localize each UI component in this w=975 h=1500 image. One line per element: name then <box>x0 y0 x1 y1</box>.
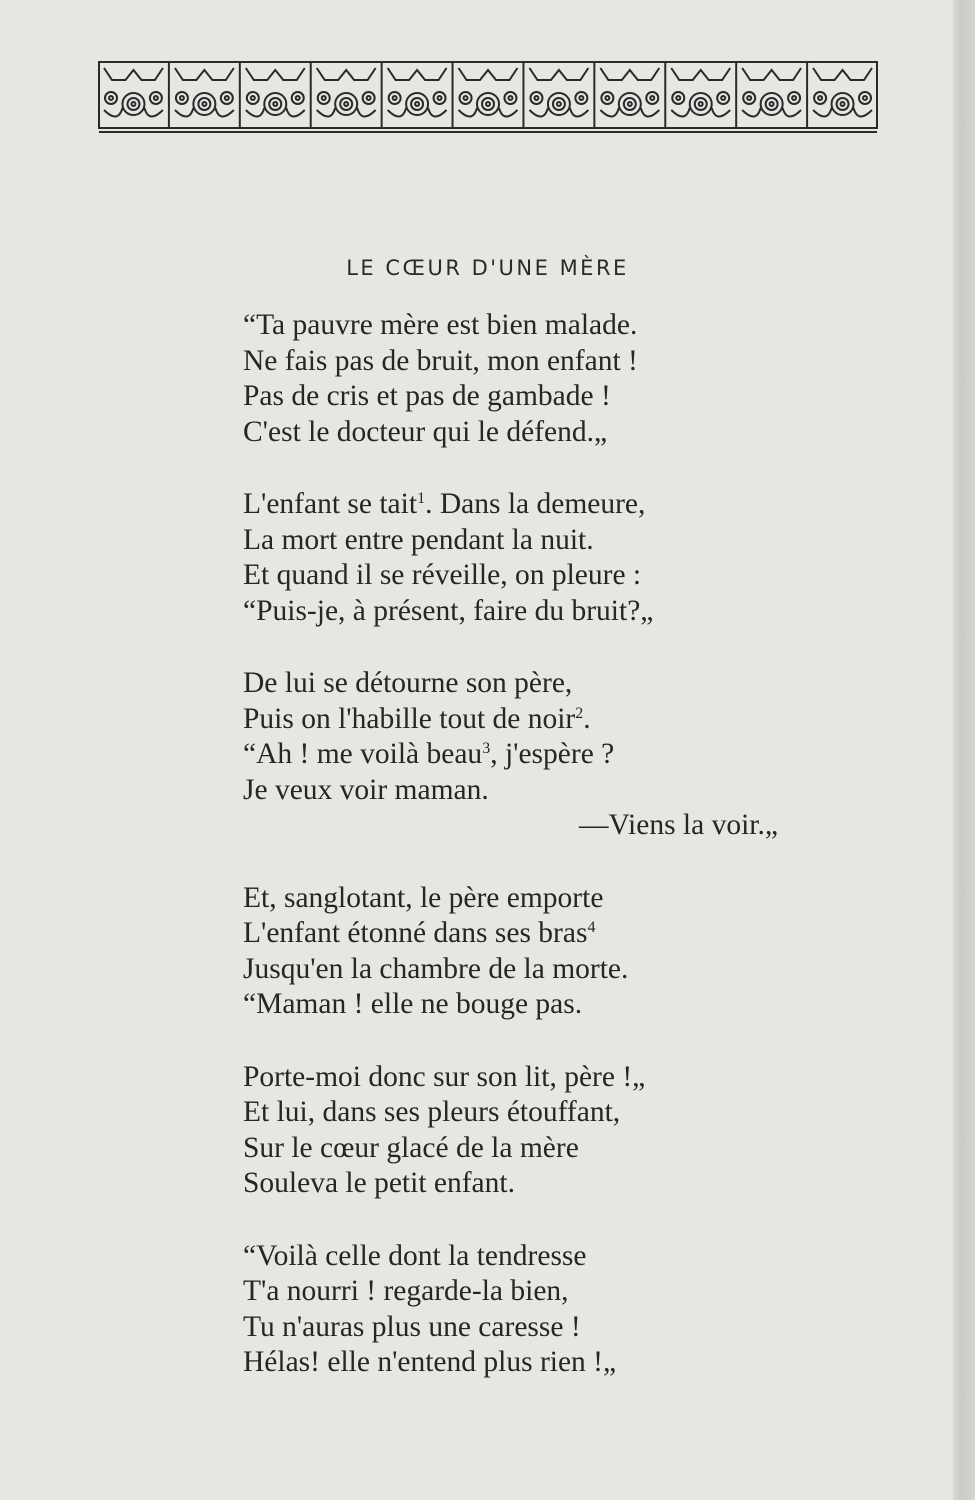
verse-line <box>243 737 863 773</box>
verse-line: La mort entre pendant la nuit. <box>243 523 594 556</box>
stanza-5 <box>243 1060 863 1202</box>
verse-text: , j'espère ? <box>490 738 615 770</box>
footnote-marker: 4 <box>587 919 596 936</box>
footnote-marker: 3 <box>482 740 491 757</box>
stanza-3 <box>243 666 863 844</box>
verse-line: T'a nourri ! regarde-la bien, <box>243 1275 569 1307</box>
stanza-2 <box>243 487 863 629</box>
poem-body <box>243 308 863 1418</box>
verse-line <box>243 702 863 738</box>
verse-line: Souleva le petit enfant. <box>243 1167 515 1199</box>
stanza-1 <box>243 308 863 450</box>
verse-line: “Voilà celle dont la tendresse <box>243 1239 587 1272</box>
verse-line: Pas de cris et pas de gambade ! <box>243 380 611 412</box>
stanza-4 <box>243 881 863 1023</box>
verse-line: “Maman ! elle ne bouge pas. <box>243 988 583 1020</box>
verse-text: . Dans la demeure, <box>425 488 646 520</box>
verse-line <box>243 916 863 952</box>
footnote-marker: 2 <box>575 704 584 722</box>
verse-line: Tu n'auras plus une caresse ! <box>243 1310 581 1343</box>
footnote-marker: 1 <box>417 490 426 507</box>
verse-line-indented: —Viens la voir.„ <box>579 809 778 841</box>
stanza-6 <box>243 1239 863 1381</box>
verse-text: L'enfant étonné dans ses bras <box>243 917 588 949</box>
verse-text: L'enfant se tait <box>243 488 418 520</box>
verse-line: “Ta pauvre mère est bien malade. <box>243 309 638 341</box>
poem-title: LE CŒUR D'UNE MÈRE <box>346 256 629 280</box>
verse-text: Puis on l'habille tout de noir <box>243 702 576 735</box>
verse-line: Et, sanglotant, le père emporte <box>243 881 604 914</box>
verse-line: Jusqu'en la chambre de la morte. <box>243 952 629 985</box>
page-edge-shadow <box>953 0 975 1500</box>
decorative-scroll-border <box>98 58 878 138</box>
verse-line: De lui se détourne son père, <box>243 667 573 699</box>
verse-line <box>243 487 863 523</box>
verse-line: Hélas! elle n'entend plus rien !„ <box>243 1346 617 1378</box>
verse-text: . <box>583 702 591 735</box>
verse-line: Je veux voir maman. <box>243 773 489 806</box>
verse-line: Sur le cœur glacé de la mère <box>243 1131 579 1164</box>
verse-line: Et lui, dans ses pleurs étouffant, <box>243 1096 621 1128</box>
verse-line: Porte-moi donc sur son lit, père !„ <box>243 1060 646 1093</box>
verse-line: Ne fais pas de bruit, mon enfant ! <box>243 344 638 377</box>
verse-line: Et quand il se réveille, on pleure : <box>243 559 642 591</box>
verse-line: C'est le docteur qui le défend.„ <box>243 415 608 448</box>
verse-text: “Ah ! me voilà beau <box>243 738 483 770</box>
verse-line: “Puis-je, à présent, faire du bruit?„ <box>243 594 654 627</box>
